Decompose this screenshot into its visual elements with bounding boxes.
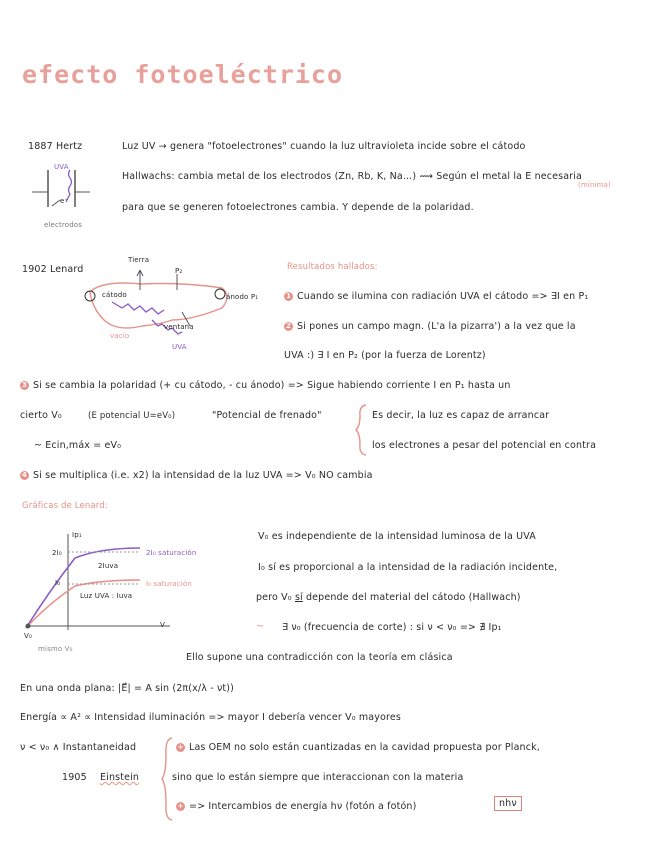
brace-text-2: los electrones a pesar del potencial en contra (372, 440, 597, 451)
result-2 (284, 321, 576, 332)
footer-instant: ν < ν₀ ∧ Instantaneidad (20, 742, 137, 753)
ecin-line: ~ Ecin,máx = eV₀ (34, 440, 122, 451)
graph-text-3 (256, 592, 521, 603)
wave-arrow: ~ (256, 621, 265, 632)
plus-circle-icon: + (177, 802, 184, 810)
page-title: efecto fotoeléctrico (22, 60, 344, 89)
sat2-label: 2I₀ saturación (146, 549, 197, 557)
brace-1 (356, 404, 368, 456)
einstein-name: Einstein (100, 772, 140, 783)
result-4-text: Si se multiplica (i.e. x2) la intensidad de la luz UVA => V₀ NO cambia (33, 470, 373, 481)
frenado-name: "Potencial de frenado" (212, 410, 322, 421)
tierra-label: Tierra (128, 256, 150, 264)
catodo-label: cátodo (102, 291, 127, 299)
iuva-label: Luz UVA : Iuva (80, 592, 133, 600)
graph-text-4: ∃ ν₀ (frecuencia de corte) : si ν < ν₀ => ∄ Ip₁ (282, 622, 502, 633)
number-4: 4 (21, 471, 28, 479)
result-3-text: Si se cambia la polaridad (+ cu cátodo, - cu ánodo) => Sigue habiendo corriente I en P₁ hasta un (33, 380, 511, 391)
v-axis-label: V (160, 621, 165, 629)
fig-electrodos-label: electrodos (44, 221, 83, 229)
graph-text-5: Ello supone una contradicción con la teoría em clásica (186, 652, 453, 663)
tube-uva-label: UVA (172, 343, 187, 351)
bullet-2 (176, 801, 416, 812)
ip-label: Ip₁ (72, 531, 82, 539)
result-4 (20, 470, 373, 481)
number-2: 2 (285, 322, 292, 330)
fig-uva-label: UVA (54, 163, 69, 171)
graph-text-3b: sí (294, 592, 303, 603)
result-1 (284, 291, 588, 302)
result-2b: UVA :) ∃ I en P₂ (por la fuerza de Lorentz) (284, 350, 486, 361)
number-1: 1 (285, 292, 292, 300)
io-label: I₀ (55, 579, 61, 587)
2iuva-label: 2Iuva (98, 562, 119, 570)
hertz-year: 1887 Hertz (28, 141, 83, 152)
hallwachs-text-2: para que se generen fotoelectrones cambia. Y depende de la polaridad. (122, 202, 474, 213)
ventana-label: ventana (164, 323, 194, 331)
graph-text-3a: pero V₀ (256, 592, 292, 603)
v0-axis-label: V₀ (24, 632, 32, 640)
bullet-2-text: => Intercambios de energía hν (fotón a fotón) (189, 801, 417, 812)
result-3 (20, 380, 511, 391)
result-1-text: Cuando se ilumina con radiación UVA el cátodo => ∃I en P₁ (297, 291, 589, 302)
v0-line: cierto V₀ (20, 410, 62, 421)
graph-text-3c: depende del material del cátodo (Hallwach) (306, 592, 521, 603)
sat1-label: I₀ saturación (146, 580, 192, 588)
result-2-text: Si pones un campo magn. (L'a la pizarra') a la vez que la (297, 321, 576, 332)
footer-wave: En una onda plana: |E⃗| = A sin (2π(x/λ - νt)) (20, 683, 235, 694)
footer-einstein (100, 772, 139, 783)
graph-text-2: I₀ sí es proporcional a la intensidad de la radiación incidente, (258, 562, 558, 573)
footer-year: 1905 (62, 772, 87, 783)
lenard-year: 1902 Lenard (22, 264, 84, 275)
vacio-label: vacío (110, 332, 130, 340)
2io-label: 2I₀ (52, 549, 62, 557)
graph-text-1: V₀ es independiente de la intensidad luminosa de la UVA (258, 531, 536, 542)
nhv-text: nhν (494, 796, 522, 811)
results-title: Resultados hallados: (287, 262, 378, 272)
bullet-1 (176, 742, 540, 753)
plus-circle-icon: + (177, 743, 184, 751)
footer-energy: Energía ∝ A² ∝ Intensidad iluminación => mayor I debería vencer V₀ mayores (20, 712, 401, 723)
hallwachs-text: Hallwachs: cambia metal de los electrodos (Zn, Rb, K, Na...) ⟿ Según el metal la E necesaria (122, 171, 582, 182)
nhv-box (494, 798, 522, 809)
fig-electron-label: e⁻ (60, 197, 69, 205)
p2-label: P₂ (175, 267, 183, 275)
hertz-text: Luz UV → genera "fotoelectrones" cuando la luz ultravioleta incide sobre el cátodo (122, 141, 526, 152)
mismo-v0-label: mismo V₀ (38, 645, 73, 653)
lenard-tube-figure (82, 262, 252, 352)
anodo-label: ánodo P₁ (226, 293, 259, 301)
number-3: 3 (21, 381, 28, 389)
brace-text-1: Es decir, la luz es capaz de arrancar (372, 410, 550, 421)
graph-title: Gráficas de Lenard: (22, 501, 108, 511)
potential-note: (E potencial U=eV₀) (88, 411, 176, 421)
bullet-1-text: Las OEM no solo están cuantizadas en la cavidad propuesta por Planck, (189, 742, 540, 753)
minima-note: (mínima) (578, 181, 611, 189)
bullet-1b: sino que lo están siempre que interaccionan con la materia (172, 772, 464, 783)
